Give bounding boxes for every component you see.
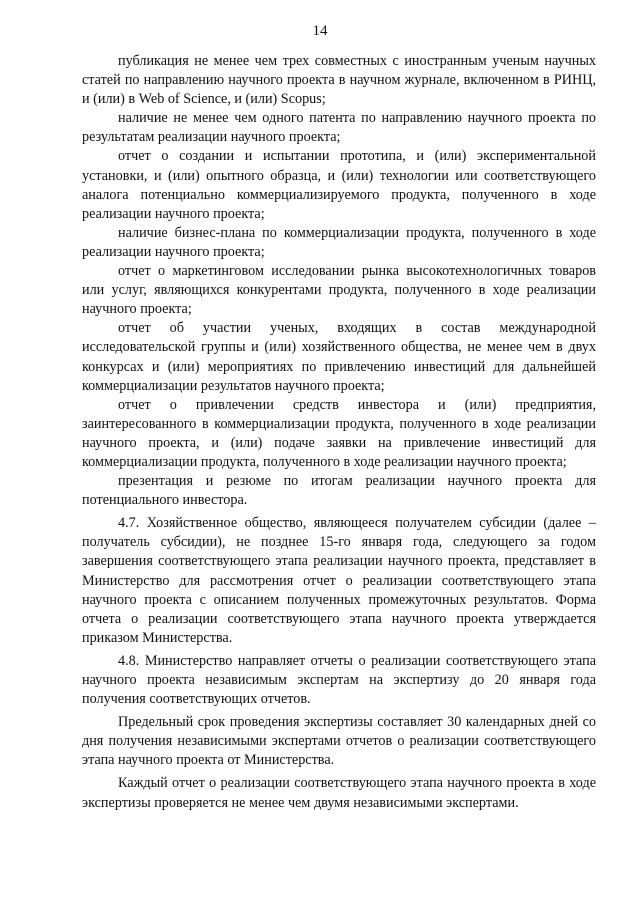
paragraph-section-4-8: 4.8. Министерство направляет отчеты о реализации соответствующего этапа научного проекта независимым экспертам на экспертизу до 20 января года получения соответствующих отчетов. xyxy=(82,652,596,708)
paragraph-investor-attraction: отчет о привлечении средств инвестора и (или) предприятия, заинтересованного в коммерциализации продукта, полученного в ходе реализации научного проекта, и (или) подаче заявки на привлечение инвестиций для коммерциализации продукта, полученного в ходе реализации научного проекта; xyxy=(82,396,596,470)
paragraph-investment-contests: отчет об участии ученых, входящих в состав международной исследовательской группы и (или) хозяйственного общества, не менее чем в двух конкурсах и (или) мероприятиях по привлечению инвестиций для дальнейшей коммерциализации результатов научного проекта; xyxy=(82,320,596,394)
paragraph-section-4-7: 4.7. Хозяйственное общество, являющееся получателем субсидии (далее – получатель субсидии), не позднее 15-го января года, следующего за годом завершения соответствующего этапа реализации научного проекта, представляет в Министерство для рассмотрения отчет о реализации соответствующего этапа научного проекта с описанием полученных промежуточных результатов. Форма отчета о реализации соответствующего этапа научного проекта утверждается приказом Министерства. xyxy=(82,515,596,646)
paragraph-expert-review: Каждый отчет о реализации соответствующего этапа научного проекта в ходе экспертизы проверяется не менее чем двумя независимыми экспертами. xyxy=(82,775,596,811)
paragraph-marketing-report: отчет о маркетинговом исследовании рынка высокотехнологичных товаров или услуг, являющихся конкурентами продукта, полученного в ходе реализации научного проекта; xyxy=(82,263,596,318)
paragraph-business-plan: наличие бизнес-плана по коммерциализации продукта, полученного в ходе реализации научного проекта; xyxy=(82,224,596,260)
paragraph-prototype-report: отчет о создании и испытании прототипа, и (или) экспериментальной установки, и (или) опытного образца, и (или) технологии или соответствующего аналога потенциально коммерциализируемого продукта, полученного в ходе реализации научного проекта; xyxy=(82,148,596,222)
page-number: 14 xyxy=(312,23,328,39)
paragraph-patent: наличие не менее чем одного патента по направлению научного проекта по результатам реализации научного проекта; xyxy=(82,110,596,146)
paragraph-presentation: презентация и резюме по итогам реализации научного проекта для потенциального инвестора. xyxy=(82,473,596,509)
paragraph-coauthored-publications: публикация не менее чем трех совместных с иностранным ученым научных статей по направлению научного проекта в научном журнале, включенном в РИНЦ, и (или) в Web of Science, и (или) Scopus; xyxy=(82,53,596,108)
paragraph-expertise-deadline: Предельный срок проведения экспертизы составляет 30 календарных дней со дня получения независимыми экспертами отчетов о реализации соответствующего этапа научного проекта от Министерства. xyxy=(82,714,596,769)
document-body xyxy=(82,52,596,813)
